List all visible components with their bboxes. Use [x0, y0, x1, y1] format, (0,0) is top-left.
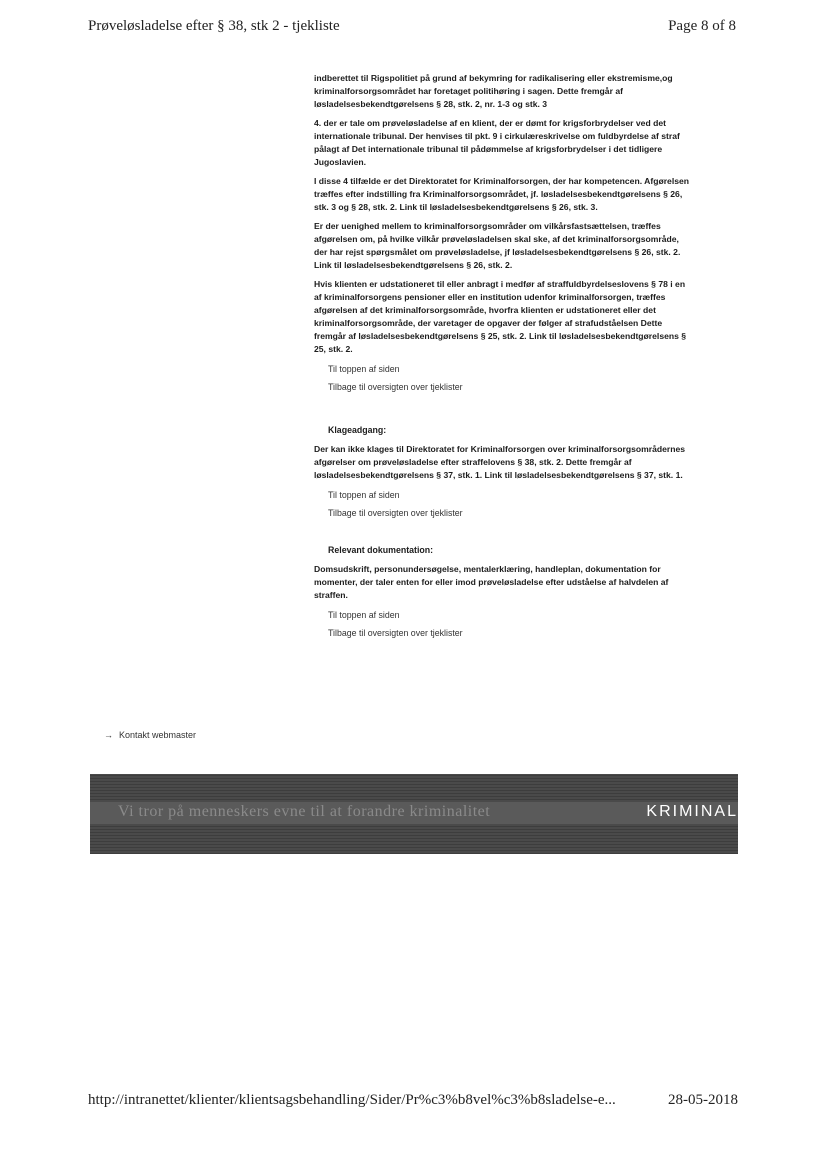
link-to-top-2[interactable]: Til toppen af siden — [328, 490, 400, 500]
paragraph-uenighed: Er der uenighed mellem to kriminalforsorgsområder om vilkårsfastsættelsen, træffes afgørelsen om, på hvilke vilkår prøveløsladelsen skal ske, af det kriminalforsorgsområde, der har rejst spørgsmålet om prøveløsladelse, jf løsladelsesbekendtgørelsens § 26, stk. 2. Link til løsladelsesbekendtgørelsens § 26, stk. 2. — [314, 221, 681, 270]
heading-relevant-dokumentation: Relevant dokumentation: — [328, 545, 434, 555]
paragraph-udstationeret: Hvis klienten er udstationeret til eller anbragt i medfør af straffuldbyrdelseslovens § 78 i en af kriminalforsorgens pensioner eller en institution udenfor kriminalforsorgen, træffes afgørelsen af det kriminalforsorgsområde, hvorfra klienten er udstationeret eller det kriminalforsorgsområde, der varetager de opgaver der følger af strafudståelsen Dette fremgår af løsladelsesbekendtgørelsens § 25, stk. 2. Link til løsladelsesbekendtgørelsens § 25, stk. 2. — [314, 279, 687, 354]
print-footer — [88, 1092, 738, 1112]
link-back-to-overview-3[interactable]: Tilbage til oversigten over tjeklister — [328, 628, 463, 638]
paragraph-indberettet: indberettet til Rigspolitiet på grund af bekymring for radikalisering eller ekstremisme,og kriminalforsorgsområdet har foretaget politihøring i sagen. Dette fremgår af løsladelsesbekendtgørelsens § 28, stk. 2, nr. 1-3 og stk. 3 — [314, 73, 673, 109]
document-title: Prøveløsladelse efter § 38, stk 2 - tjekliste — [88, 18, 340, 34]
paragraph-dokumentation: Domsudskrift, personundersøgelse, mentalerklæring, handleplan, dokumentation for momenter, der taler enten for eller imod prøveløsladelse efter udståelse af halvdelen af straffen. — [314, 564, 669, 600]
spacer — [314, 524, 690, 544]
link-to-top-1[interactable]: Til toppen af siden — [328, 364, 400, 374]
paragraph-kompetence: I disse 4 tilfælde er det Direktoratet for Kriminalforsorgen, der har kompetencen. Afgørelsen træffes efter indstilling fra Kriminalforsorgsområdet, jf. løsladelsesbekendtgørelsens § 26, stk. 3 og § 28, stk. 2. Link til løsladelsesbekendtgørelsens § 26, stk. 3. — [314, 176, 690, 212]
print-date: 28-05-2018 — [668, 1092, 738, 1108]
page-number: Page 8 of 8 — [668, 18, 736, 34]
footer-banner — [90, 774, 738, 854]
banner-slogan: Vi tror på menneskers evne til at forandre kriminalitet — [118, 803, 491, 820]
paragraph-krigsforbrydelser: 4. der er tale om prøveløsladelse af en klient, der er dømt for krigsforbrydelser ved det internationale tribunal. Der henvises til pkt. 9 i cirkulæreskrivelse om fuldbyrdelse af straf pålagt af Det internationale tribunal til pådømmelse af krigsforbrydelser i det tidligere Jugoslavien. — [314, 118, 680, 167]
arrow-right-icon: → — [104, 730, 113, 740]
brand-logo-text: KRIMINAL — [646, 803, 738, 820]
paragraph-klageadgang: Der kan ikke klages til Direktoratet for Kriminalforsorgen over kriminalforsorgsområdernes afgørelser om prøveløsladelse efter straffelovens § 38, stk. 2. Dette fremgår af løsladelsesbekendtgørelsens § 37, stk. 1. Link til løsladelsesbekendtgørelsens § 37, stk. 1. — [314, 444, 686, 480]
link-to-top-3[interactable]: Til toppen af siden — [328, 610, 400, 620]
main-content — [314, 72, 690, 644]
heading-klageadgang: Klageadgang: — [328, 425, 387, 435]
contact-webmaster-link[interactable] — [104, 730, 196, 740]
link-back-to-overview-2[interactable]: Tilbage til oversigten over tjeklister — [328, 508, 463, 518]
contact-webmaster-label: Kontakt webmaster — [119, 730, 197, 740]
print-header — [88, 18, 736, 40]
link-back-to-overview-1[interactable]: Tilbage til oversigten over tjeklister — [328, 382, 463, 392]
spacer — [314, 398, 690, 424]
page-url: http://intranettet/klienter/klientsagsbehandling/Sider/Pr%c3%b8vel%c3%b8sladelse-e... — [88, 1092, 616, 1108]
